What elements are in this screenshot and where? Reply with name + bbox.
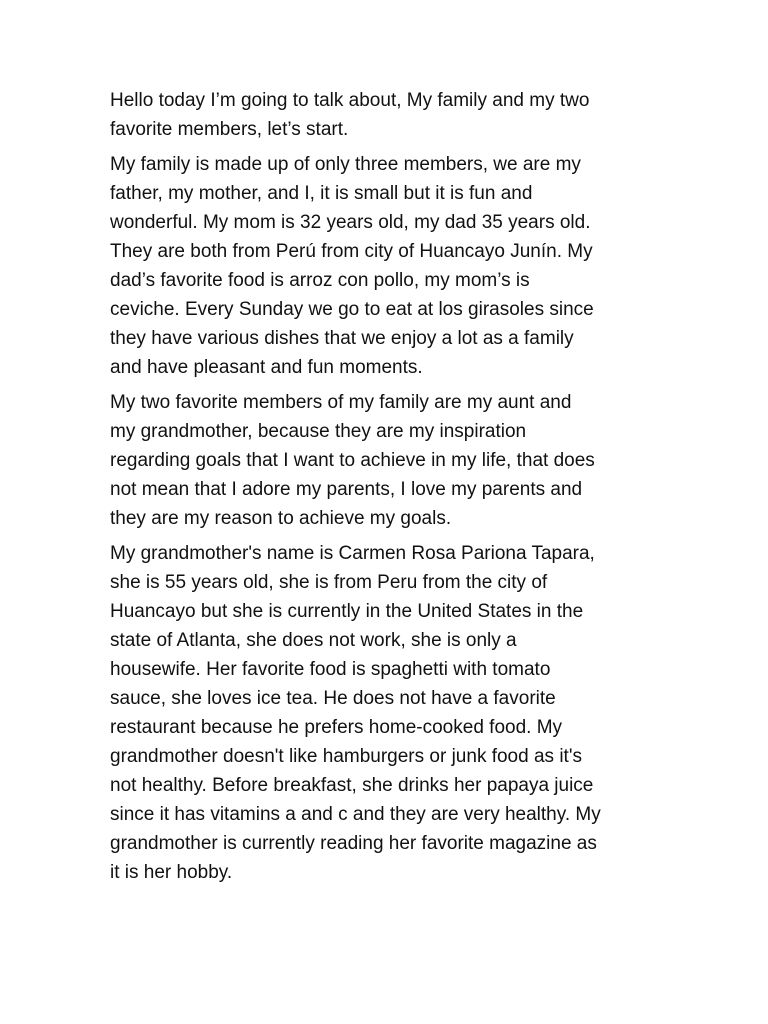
document-body: [110, 86, 670, 893]
paragraph-family: My family is made up of only three members, we are my father, my mother, and I, it is small but it is fun and wonderful. My mom is 32 years old, my dad 35 years old. They are both from Perú from city of Huancayo Junín. My dad’s favorite food is arroz con pollo, my mom’s is ceviche. Every Sunday we go to eat at los girasoles since they have various dishes that we enjoy a lot as a family and have pleasant and fun moments.: [110, 154, 594, 378]
paragraph-favorite-members: My two favorite members of my family are my aunt and my grandmother, because they are my inspiration regarding goals that I want to achieve in my life, that does not mean that I adore my parents, I love my parents and they are my reason to achieve my goals.: [110, 392, 595, 529]
paragraph-intro: Hello today I’m going to talk about, My family and my two favorite members, let’s start.: [110, 90, 590, 140]
paragraph-grandmother: My grandmother's name is Carmen Rosa Pariona Tapara, she is 55 years old, she is from Peru from the city of Huancayo but she is currently in the United States in the state of Atlanta, she does not work, she is only a housewife. Her favorite food is spaghetti with tomato sauce, she loves ice tea. He does not have a favorite restaurant because he prefers home-cooked food. My grandmother doesn't like hamburgers or junk food as it's not healthy. Before breakfast, she drinks her papaya juice since it has vitamins a and c and they are very healthy. My grandmother is currently reading her favorite magazine as it is her hobby.: [110, 543, 601, 883]
